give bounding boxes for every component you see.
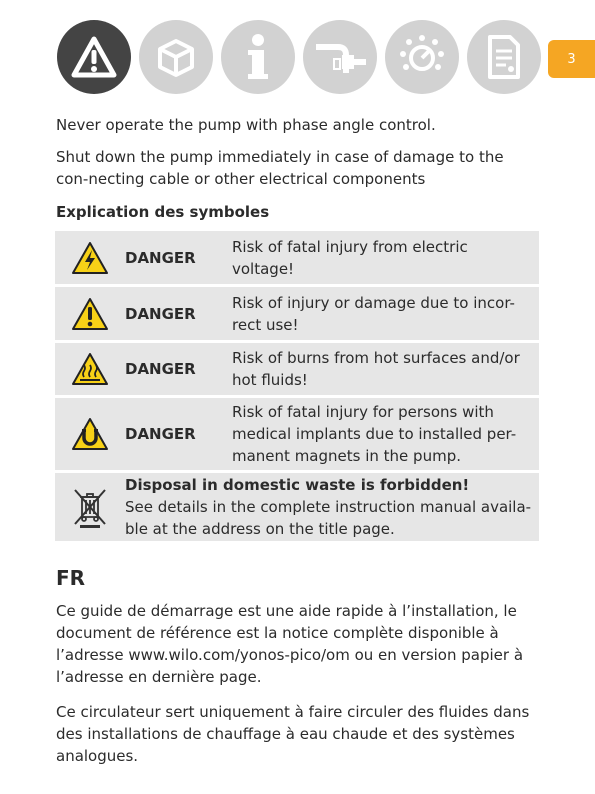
disposal-title: Disposal in domestic waste is forbidden!: [125, 476, 470, 494]
symbol-row: [55, 398, 539, 470]
fr-paragraph-1: Ce guide de démarrage est une aide rapide à l’installation, le document de référence est la notice complète disponible à l’adresse www.wilo.com/yonos-pico/om ou en version papier à l’adresse en dernière page.: [56, 602, 524, 686]
symbol-row: [55, 343, 539, 395]
general-warning-icon: [55, 297, 125, 331]
symbol-label: DANGER: [125, 425, 196, 443]
disposal-description: See details in the complete instruction manual availa-ble at the address on the title page.: [125, 498, 532, 538]
electric-voltage-warning-icon: [55, 241, 125, 275]
intro-line-2: Shut down the pump immediately in case of damage to the con-necting cable or other electrical components: [56, 148, 504, 188]
warning-icon: [57, 20, 131, 94]
disposal-row: [55, 473, 539, 541]
pipe-installation-icon: [303, 20, 377, 94]
hot-surface-warning-icon: [55, 352, 125, 386]
symbol-label: DANGER: [125, 304, 196, 323]
intro-line-1: Never operate the pump with phase angle control.: [56, 116, 436, 134]
symbol-label: DANGER: [125, 360, 196, 378]
symbol-label: DANGER: [125, 248, 196, 267]
page-number-tab: 3: [548, 40, 595, 78]
fr-section-heading: FR: [56, 566, 86, 590]
symbol-description: Risk of injury or damage due to incor-rect use!: [232, 293, 515, 334]
symbols-table: [55, 231, 539, 544]
symbol-row: [55, 287, 539, 340]
symbol-row: [55, 231, 539, 284]
fr-paragraph-2: Ce circulateur sert uniquement à faire circuler des fluides dans des installations de chauffage à eau chaude et des systèmes analogues.: [56, 703, 530, 765]
magnet-warning-icon: [55, 417, 125, 451]
crossed-bin-icon: [55, 485, 125, 529]
symbol-description: Risk of fatal injury from electric voltage!: [232, 237, 468, 278]
symbols-heading: Explication des symboles: [56, 203, 270, 221]
disposal-text: [125, 474, 539, 540]
document-icon: [467, 20, 541, 94]
info-icon: [221, 20, 295, 94]
package-icon: [139, 20, 213, 94]
symbol-description: Risk of burns from hot surfaces and/or hot fluids!: [232, 349, 520, 389]
symbol-description: Risk of fatal injury for persons with medical implants due to installed per-manent magnets in the pump.: [232, 403, 517, 465]
control-dial-icon: [385, 20, 459, 94]
